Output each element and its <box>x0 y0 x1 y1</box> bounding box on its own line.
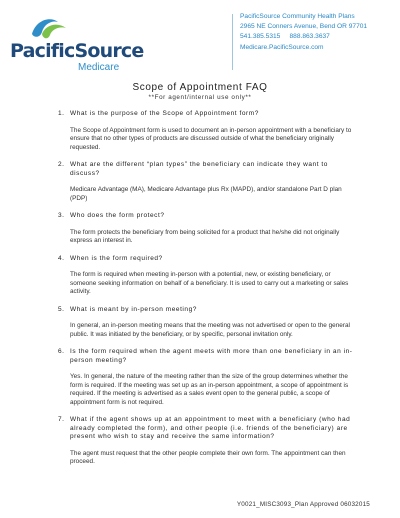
question-text: Is the form required when the agent meets with more than one beneficiary in an in-person meeting? <box>70 348 353 364</box>
question-text: Who does the form protect? <box>70 212 165 219</box>
faq-question <box>58 306 358 315</box>
question-number: 7. <box>58 416 65 423</box>
contact-block <box>240 12 367 53</box>
faq-item <box>58 416 358 467</box>
question-text: What is the purpose of the Scope of Appointment form? <box>70 110 259 117</box>
faq-question <box>58 348 358 365</box>
faq-question <box>58 416 358 442</box>
contact-line: 2965 NE Conners Avenue, Bend OR 97701 <box>240 23 368 31</box>
faq-list <box>58 110 358 467</box>
pacificsource-logo <box>10 14 160 73</box>
faq-answer: Medicare Advantage (MA), Medicare Advantage plus Rx (MAPD), and/or standalone Part D plan (PDP) <box>70 186 342 202</box>
question-number: 2. <box>58 161 65 168</box>
contact-link[interactable]: Medicare.PacificSource.com <box>240 43 324 51</box>
brand-name: PacificSource <box>10 40 144 62</box>
faq-question <box>58 161 358 178</box>
letterhead <box>0 0 400 80</box>
faq-question <box>58 110 358 119</box>
page-title: Scope of Appointment FAQ <box>132 82 268 93</box>
faq-answer: The form protects the beneficiary from being solicited for a product that he/she did not originally express an interest in. <box>70 228 340 244</box>
question-number: 1. <box>58 110 65 117</box>
brand-subtitle: Medicare <box>78 62 120 73</box>
question-number: 6. <box>58 348 65 355</box>
contact-line: 541.385.5315 888.863.3637 <box>240 33 330 41</box>
faq-answer: The agent must request that the other people complete their own form. The appointment can then proceed. <box>70 449 346 465</box>
question-text: When is the form required? <box>70 254 163 262</box>
faq-item <box>58 161 358 203</box>
faq-answer: The form is required when meeting in-person with a potential, new, or existing beneficiary, or someone seeking information on behalf of a beneficiary. It is used to carry out a marketing or sales activity. <box>70 271 349 295</box>
faq-item <box>58 110 358 152</box>
faq-item <box>58 255 358 297</box>
faq-question <box>58 255 358 264</box>
page-subtitle: **For agent/internal use only** <box>148 94 252 101</box>
faq-item <box>58 348 358 407</box>
faq-answer: The Scope of Appointment form is used to document an in-person appointment with a beneficiary to ensure that no other types of products are discussed outside of what the beneficiary originally requested. <box>70 126 352 151</box>
question-text: What is meant by in-person meeting? <box>70 305 197 313</box>
question-text: What are the different “plan types” the beneficiary can indicate they want to discuss? <box>70 161 328 177</box>
contact-line: PacificSource Community Health Plans <box>240 13 355 20</box>
faq-answer: In general, an in-person meeting means that the meeting was not advertised or open to the general public. It was initiated by the beneficiary, or by specific, personal invitation only. <box>70 322 350 338</box>
header-divider <box>232 14 233 70</box>
question-number: 5. <box>58 305 65 313</box>
faq-question <box>58 212 358 221</box>
faq-item <box>58 306 358 340</box>
question-number: 3. <box>58 212 65 219</box>
wave-swirl-icon <box>28 14 72 42</box>
faq-item <box>58 212 358 246</box>
faq-answer: Yes. In general, the nature of the meeting rather than the size of the group determines whether the form is required. If the meeting was set up as an in-person appointment, a scope of appointment is required. If the meeting is advertised as a sales event open to the general public, a scope of appointment form is not required. <box>70 373 349 406</box>
plan-approval-code: Y0021_MISC3093_Plan Approved 06032015 <box>236 501 370 508</box>
question-number: 4. <box>58 254 65 262</box>
question-text: What if the agent shows up at an appointment to meet with a beneficiary (who had already completed the form), and other people (i.e. friends of the beneficiary) are present who wish to stay and receive the same information? <box>70 416 351 440</box>
